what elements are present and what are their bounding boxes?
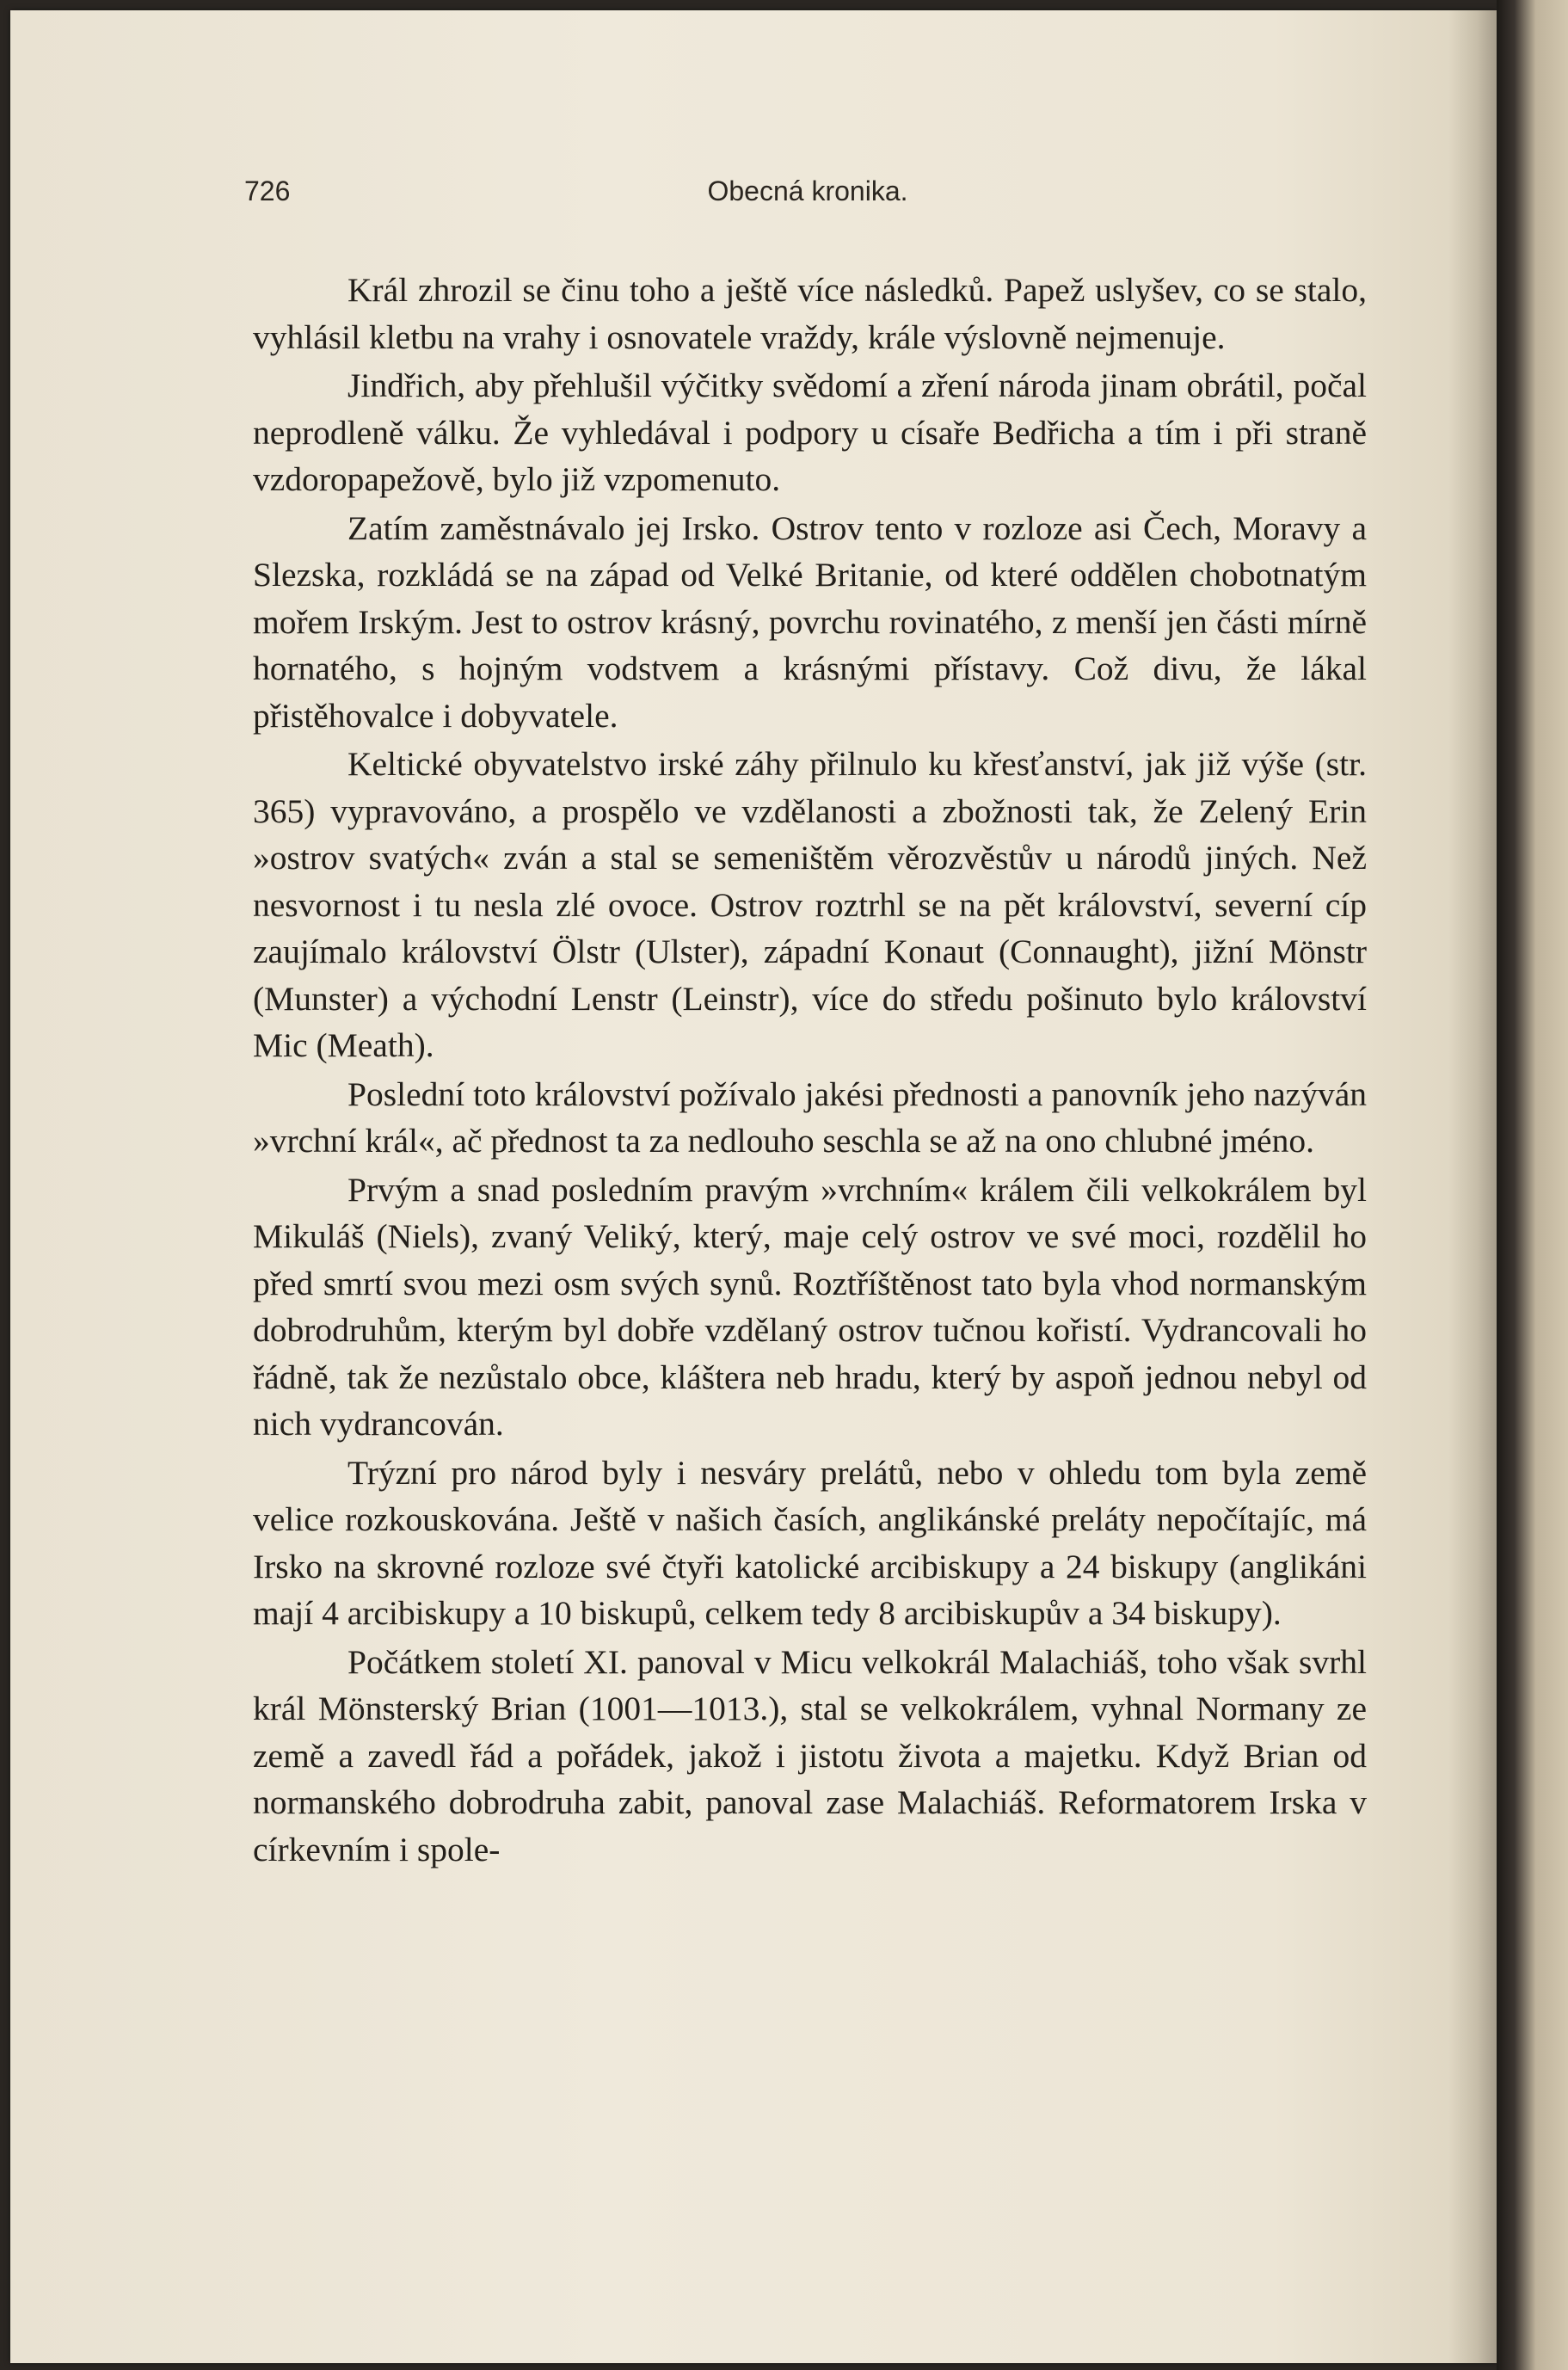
paragraph: Trýzní pro národ byly i nesváry prelátů, nebo v ohledu tom byla země velice rozkouskována. Ještě v našich časích, anglikánské preláty nepočítajíc, má Irsko na skrovné rozloze své čtyři katolické arcibiskupy a 24 biskupy (anglikáni mají 4 arcibiskupy a 10 biskupů, celkem tedy 8 arcibiskupův a 34 biskupy). [253, 1453, 1367, 1632]
page-shadow-edge [1448, 10, 1497, 2363]
paragraph: Počátkem století XI. panoval v Micu velkokrál Malachiáš, toho však svrhl král Mönsterský Brian (1001—1013.), stal se velkokrálem, vyhnal Normany ze země a zavedl řád a pořádek, jakož i jistotu života a majetku. Když Brian od normanského dobrodruha zabit, panoval zase Malachiáš. Reformatorem Irska v církevním i spole- [253, 1642, 1367, 1868]
paragraph: Prvým a snad posledním pravým »vrchním« králem čili velkokrálem byl Mikuláš (Niels), zvaný Veliký, který, maje celý ostrov ve své moci, rozdělil ho před smrtí svou mezi osm svých synů. Roztříštěnost tato byla vhod normanským dobrodruhům, kterým byl dobře vzdělaný ostrov tučnou kořistí. Vydrancovali ho řádně, tak že nezůstalo obce, kláštera neb hradu, který by aspoň jednou nebyl od nich vydrancován. [253, 1170, 1367, 1443]
body-text [253, 267, 1367, 1874]
page-header [244, 175, 1371, 217]
paragraph: Poslední toto království požívalo jakési přednosti a panovník jeho nazýván »vrchní král«, ač přednost ta za nedlouho seschla se až na ono chlubné jméno. [253, 1074, 1367, 1160]
book-binding [1497, 0, 1568, 2370]
running-title: Obecná kronika. [707, 175, 908, 206]
page-number: 726 [244, 175, 291, 206]
paragraph: Král zhrozil se činu toho a ještě více následků. Papež uslyšev, co se stalo, vyhlásil kletbu na vrahy i osnovatele vraždy, krále výslovně nejmenuje. [253, 271, 1367, 356]
paragraph: Zatím zaměstnávalo jej Irsko. Ostrov tento v rozloze asi Čech, Moravy a Slezska, rozkládá se na západ od Velké Britanie, od které oddělen chobotnatým mořem Irským. Jest to ostrov krásný, povrchu rovinatého, z menší jen části mírně hornatého, s hojným vodstvem a krásnými přístavy. Což divu, že lákal přistěhovalce i dobyvatele. [253, 508, 1367, 735]
paragraph: Jindřich, aby přehlušil výčitky svědomí a zření národa jinam obrátil, počal neprodleně válku. Že vyhledával i podpory u císaře Bedřicha a tím i při straně vzdoropapežově, bylo již vzpomenuto. [253, 366, 1367, 498]
paragraph: Keltické obyvatelstvo irské záhy přilnulo ku křesťanství, jak již výše (str. 365) vypravováno, a prospělo ve vzdělanosti a zbožnosti tak, že Zelený Erin »ostrov svatých« zván a stal se semeništěm věrozvěstův u národů jiných. Než nesvornost i tu nesla zlé ovoce. Ostrov roztrhl se na pět království, severní cíp zaujímalo království Ölstr (Ulster), západní Konaut (Connaught), jižní Mönstr (Munster) a východní Lenstr (Leinstr), více do středu pošinuto bylo království Mic (Meath). [253, 745, 1367, 1064]
